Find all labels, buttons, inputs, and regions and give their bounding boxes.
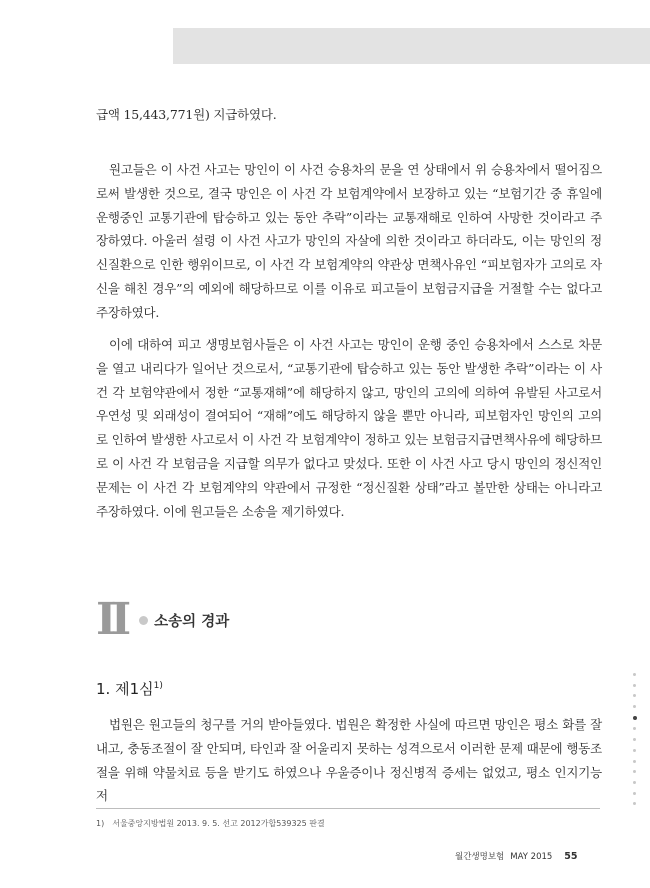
- section-title: 소송의 경과: [154, 613, 230, 630]
- footnote: [96, 818, 325, 829]
- page-dot: [633, 727, 636, 730]
- page-dot: [633, 781, 636, 784]
- subsection-heading: [96, 678, 163, 699]
- page-dot: [633, 738, 636, 741]
- footer-issue: MAY 2015: [510, 852, 553, 862]
- header-bar: [173, 28, 650, 64]
- running-footer: [455, 850, 578, 862]
- footnote-ref[interactable]: 1): [153, 681, 163, 691]
- page-dot: [633, 802, 636, 805]
- paragraph-3: 이에 대하여 피고 생명보험사들은 이 사건 사고는 망인이 운행 중인 승용차에서 스스로 차문을 열고 내리다가 일어난 것으로서, “교통기관에 탑승하고 있는 동안 발생한 추락”이라는 이 사건 각 보험약관에서 정한 “교통재해”에 해당하지 않고, 망인의 고의에 의하여 유발된 사고로서 우연성 및 외래성이 결여되어 “재해”에도 해당하지 않을 뿐만 아니라, 피보험자인 망인의 고의로 인하여 발생한 사고로서 이 사건 각 보험계약이 정하고 있는 보험금지급면책사유에 해당하므로 이 사건 각 보험금을 지급할 의무가 없다고 맞섰다. 또한 이 사건 사고 당시 망인의 정신적인 문제는 이 사건 각 보험계약의 약관에서 규정한 “정신질환 상태”라고 볼만한 상태는 아니라고 주장하였다. 이에 원고들은 소송을 제기하였다.: [96, 337, 602, 519]
- footnote-text: 서울중앙지방법원 2013. 9. 5. 선고 2012가합539325 판결: [112, 819, 325, 828]
- page-dot: [633, 770, 636, 773]
- footnote-divider: [96, 808, 600, 809]
- page-dot: [633, 684, 636, 687]
- bullet-dot-icon: [139, 616, 148, 625]
- section-heading: [96, 594, 230, 645]
- page-indicator-dots: [633, 673, 637, 813]
- footer-publication: 월간생명보험: [455, 852, 505, 862]
- page-dot: [633, 694, 636, 697]
- footnote-number: 1): [96, 819, 105, 828]
- paragraph-4: 법원은 원고들의 청구를 거의 받아들였다. 법원은 확정한 사실에 따르면 망인은 평소 화를 잘 내고, 충동조절이 잘 안되며, 타인과 잘 어울리지 못하는 성격으로서 이러한 문제 때문에 행동조절을 위해 약물치료 등을 받기도 하였으나 우울증이나 정신병적 증세는 없었고, 평소 인지기능 저: [96, 717, 602, 804]
- page-dot: [633, 705, 636, 708]
- paragraph-2: 원고들은 이 사건 사고는 망인이 이 사건 승용차의 문을 연 상태에서 위 승용차에서 떨어짐으로써 발생한 것으로, 결국 망인은 이 사건 각 보험계약에서 보장하고 있는 “보험기간 중 휴일에 운행중인 교통기관에 탑승하고 있는 동안 추락”이라는 교통재해로 인하여 사망한 것이라고 주장하였다. 아울러 설령 이 사건 사고가 망인의 자살에 의한 것이라고 하더라도, 이는 망인의 정신질환으로 인한 행위이므로, 이 사건 각 보험계약의 약관상 면책사유인 “피보험자가 고의로 자신을 해친 경우”의 예외에 해당하므로 이를 이유로 피고들이 보험금지급을 거절할 수는 없다고 주장하였다.: [96, 162, 602, 320]
- page-dot: [633, 760, 636, 763]
- paragraph-1: 급액 15,443,771원) 지급하였다.: [96, 107, 277, 122]
- page-number: 55: [564, 851, 578, 862]
- subsection-title: 1. 제1심: [96, 680, 154, 698]
- page-dot: [633, 749, 636, 752]
- page-dot-active: [633, 716, 637, 720]
- section-roman-numeral: II: [96, 594, 126, 645]
- page-dot: [633, 792, 636, 795]
- page-dot: [633, 673, 636, 676]
